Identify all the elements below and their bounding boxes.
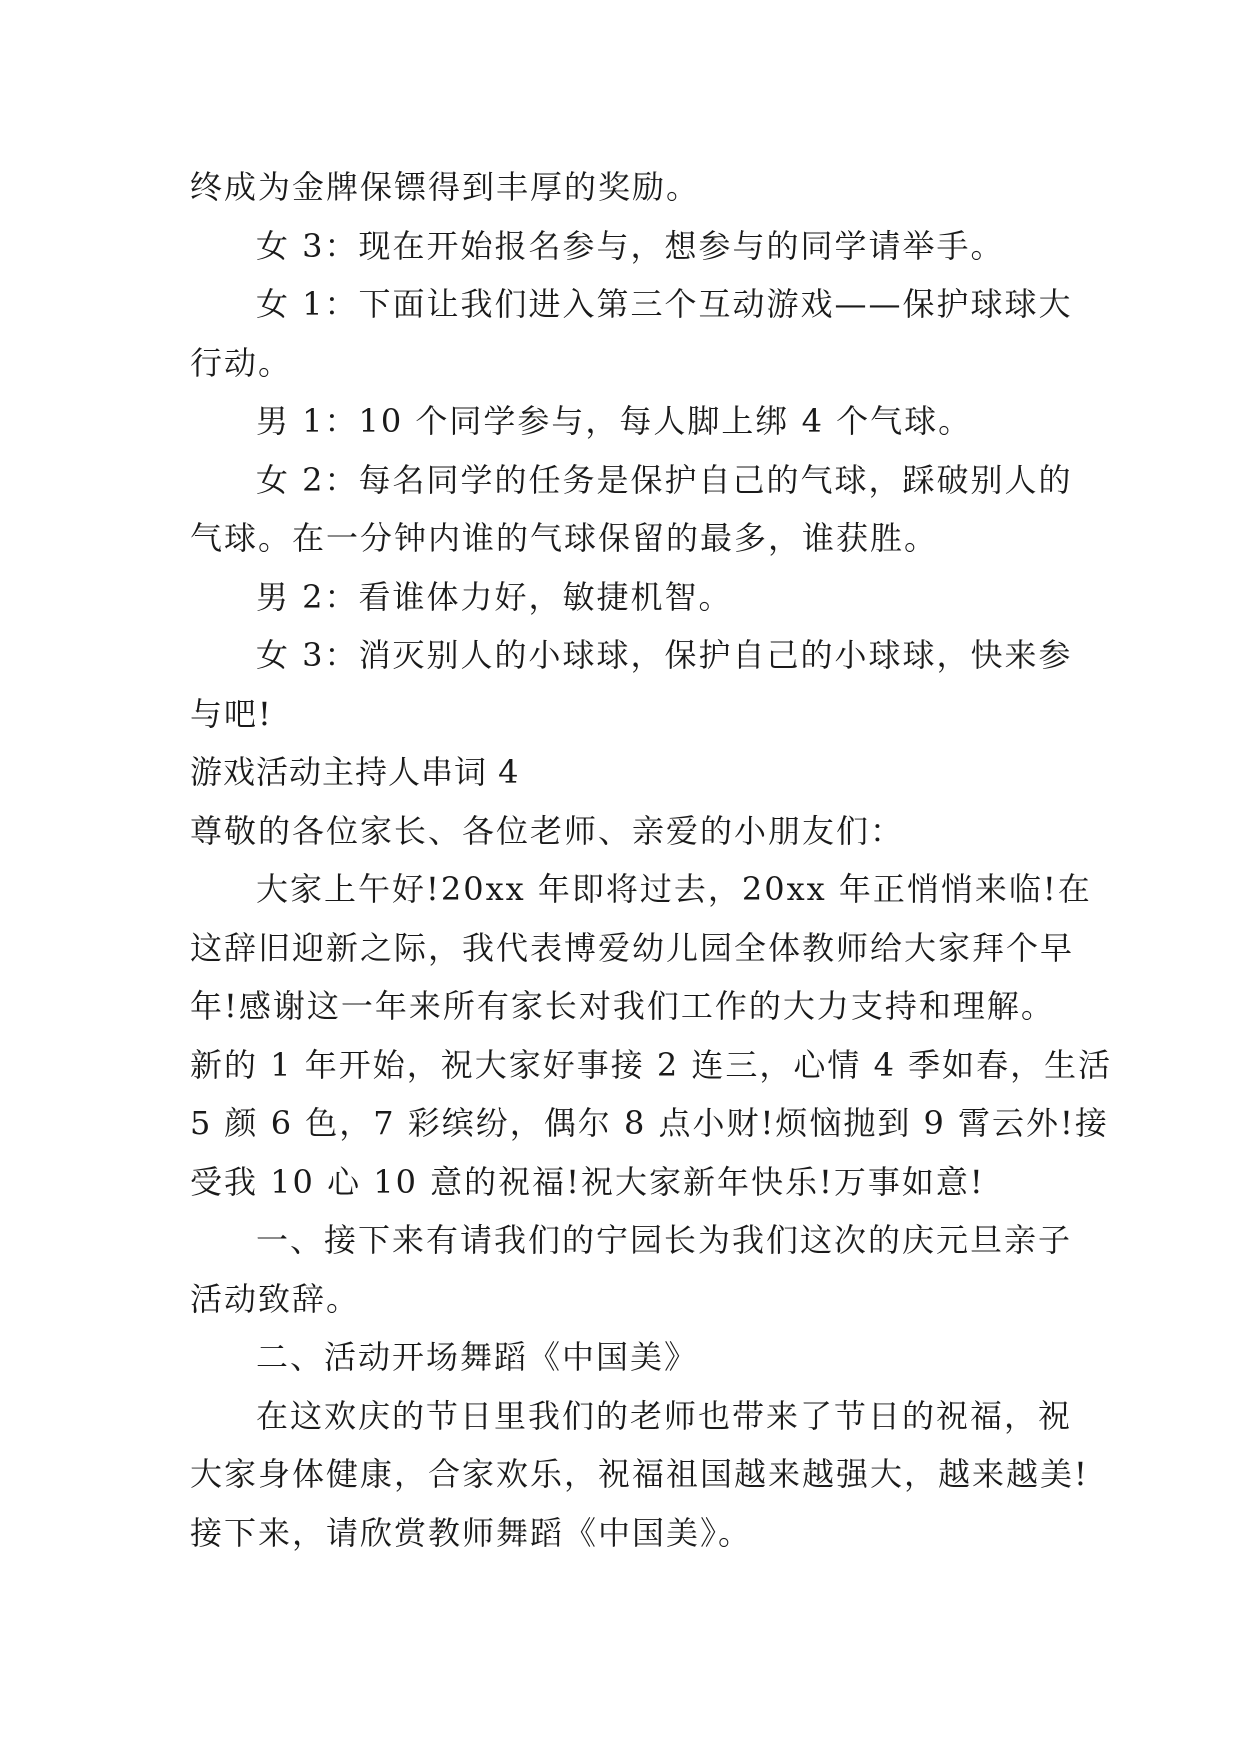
text-line: 5 颜 6 色，7 彩缤纷，偶尔 8 点小财!烦恼抛到 9 霄云外!接 — [190, 1104, 1109, 1142]
text-line: 女 3：消灭别人的小球球，保护自己的小球球，快来参 — [256, 636, 1073, 674]
text-line: 年!感谢这一年来所有家长对我们工作的大力支持和理解。 — [190, 987, 1055, 1025]
text-line: 二、活动开场舞蹈《中国美》 — [256, 1338, 699, 1376]
text-line: 大家上午好!20xx 年即将过去，20xx 年正悄悄来临!在 — [256, 870, 1092, 908]
salutation-line: 尊敬的各位家长、各位老师、亲爱的小朋友们： — [190, 811, 905, 850]
text-line: 接下来，请欣赏教师舞蹈《中国美》。 — [190, 1513, 753, 1552]
text-line: 与吧! — [190, 694, 273, 733]
text-line: 受我 10 心 10 意的祝福!祝大家新年快乐!万事如意! — [190, 1162, 985, 1201]
document-page — [190, 158, 1113, 1562]
section-heading: 游戏活动主持人串词 4 — [190, 753, 520, 791]
text-line: 行动。 — [190, 343, 293, 382]
text-line: 在这欢庆的节日里我们的老师也带来了节日的祝福，祝 — [256, 1396, 1073, 1435]
text-line: 男 1：10 个同学参与，每人脚上绑 4 个气球。 — [256, 402, 973, 440]
text-line: 男 2：看谁体力好，敏捷机智。 — [256, 577, 733, 616]
text-line: 女 1：下面让我们进入第三个互动游戏——保护球球大 — [256, 285, 1073, 323]
text-line: 这辞旧迎新之际，我代表博爱幼儿园全体教师给大家拜个早 — [190, 928, 1075, 967]
text-line: 大家身体健康，合家欢乐，祝福祖国越来越强大，越来越美! — [190, 1455, 1089, 1493]
text-line: 气球。在一分钟内谁的气球保留的最多，谁获胜。 — [190, 519, 939, 557]
text-line: 活动致辞。 — [190, 1279, 361, 1318]
text-line: 终成为金牌保镖得到丰厚的奖励。 — [190, 168, 701, 206]
text-line: 一、接下来有请我们的宁园长为我们这次的庆元旦亲子 — [256, 1221, 1073, 1259]
text-line: 新的 1 年开始，祝大家好事接 2 连三，心情 4 季如春，生活 — [190, 1045, 1113, 1084]
text-line: 女 2：每名同学的任务是保护自己的气球，踩破别人的 — [256, 460, 1073, 499]
text-line: 女 3：现在开始报名参与，想参与的同学请举手。 — [256, 226, 1005, 265]
